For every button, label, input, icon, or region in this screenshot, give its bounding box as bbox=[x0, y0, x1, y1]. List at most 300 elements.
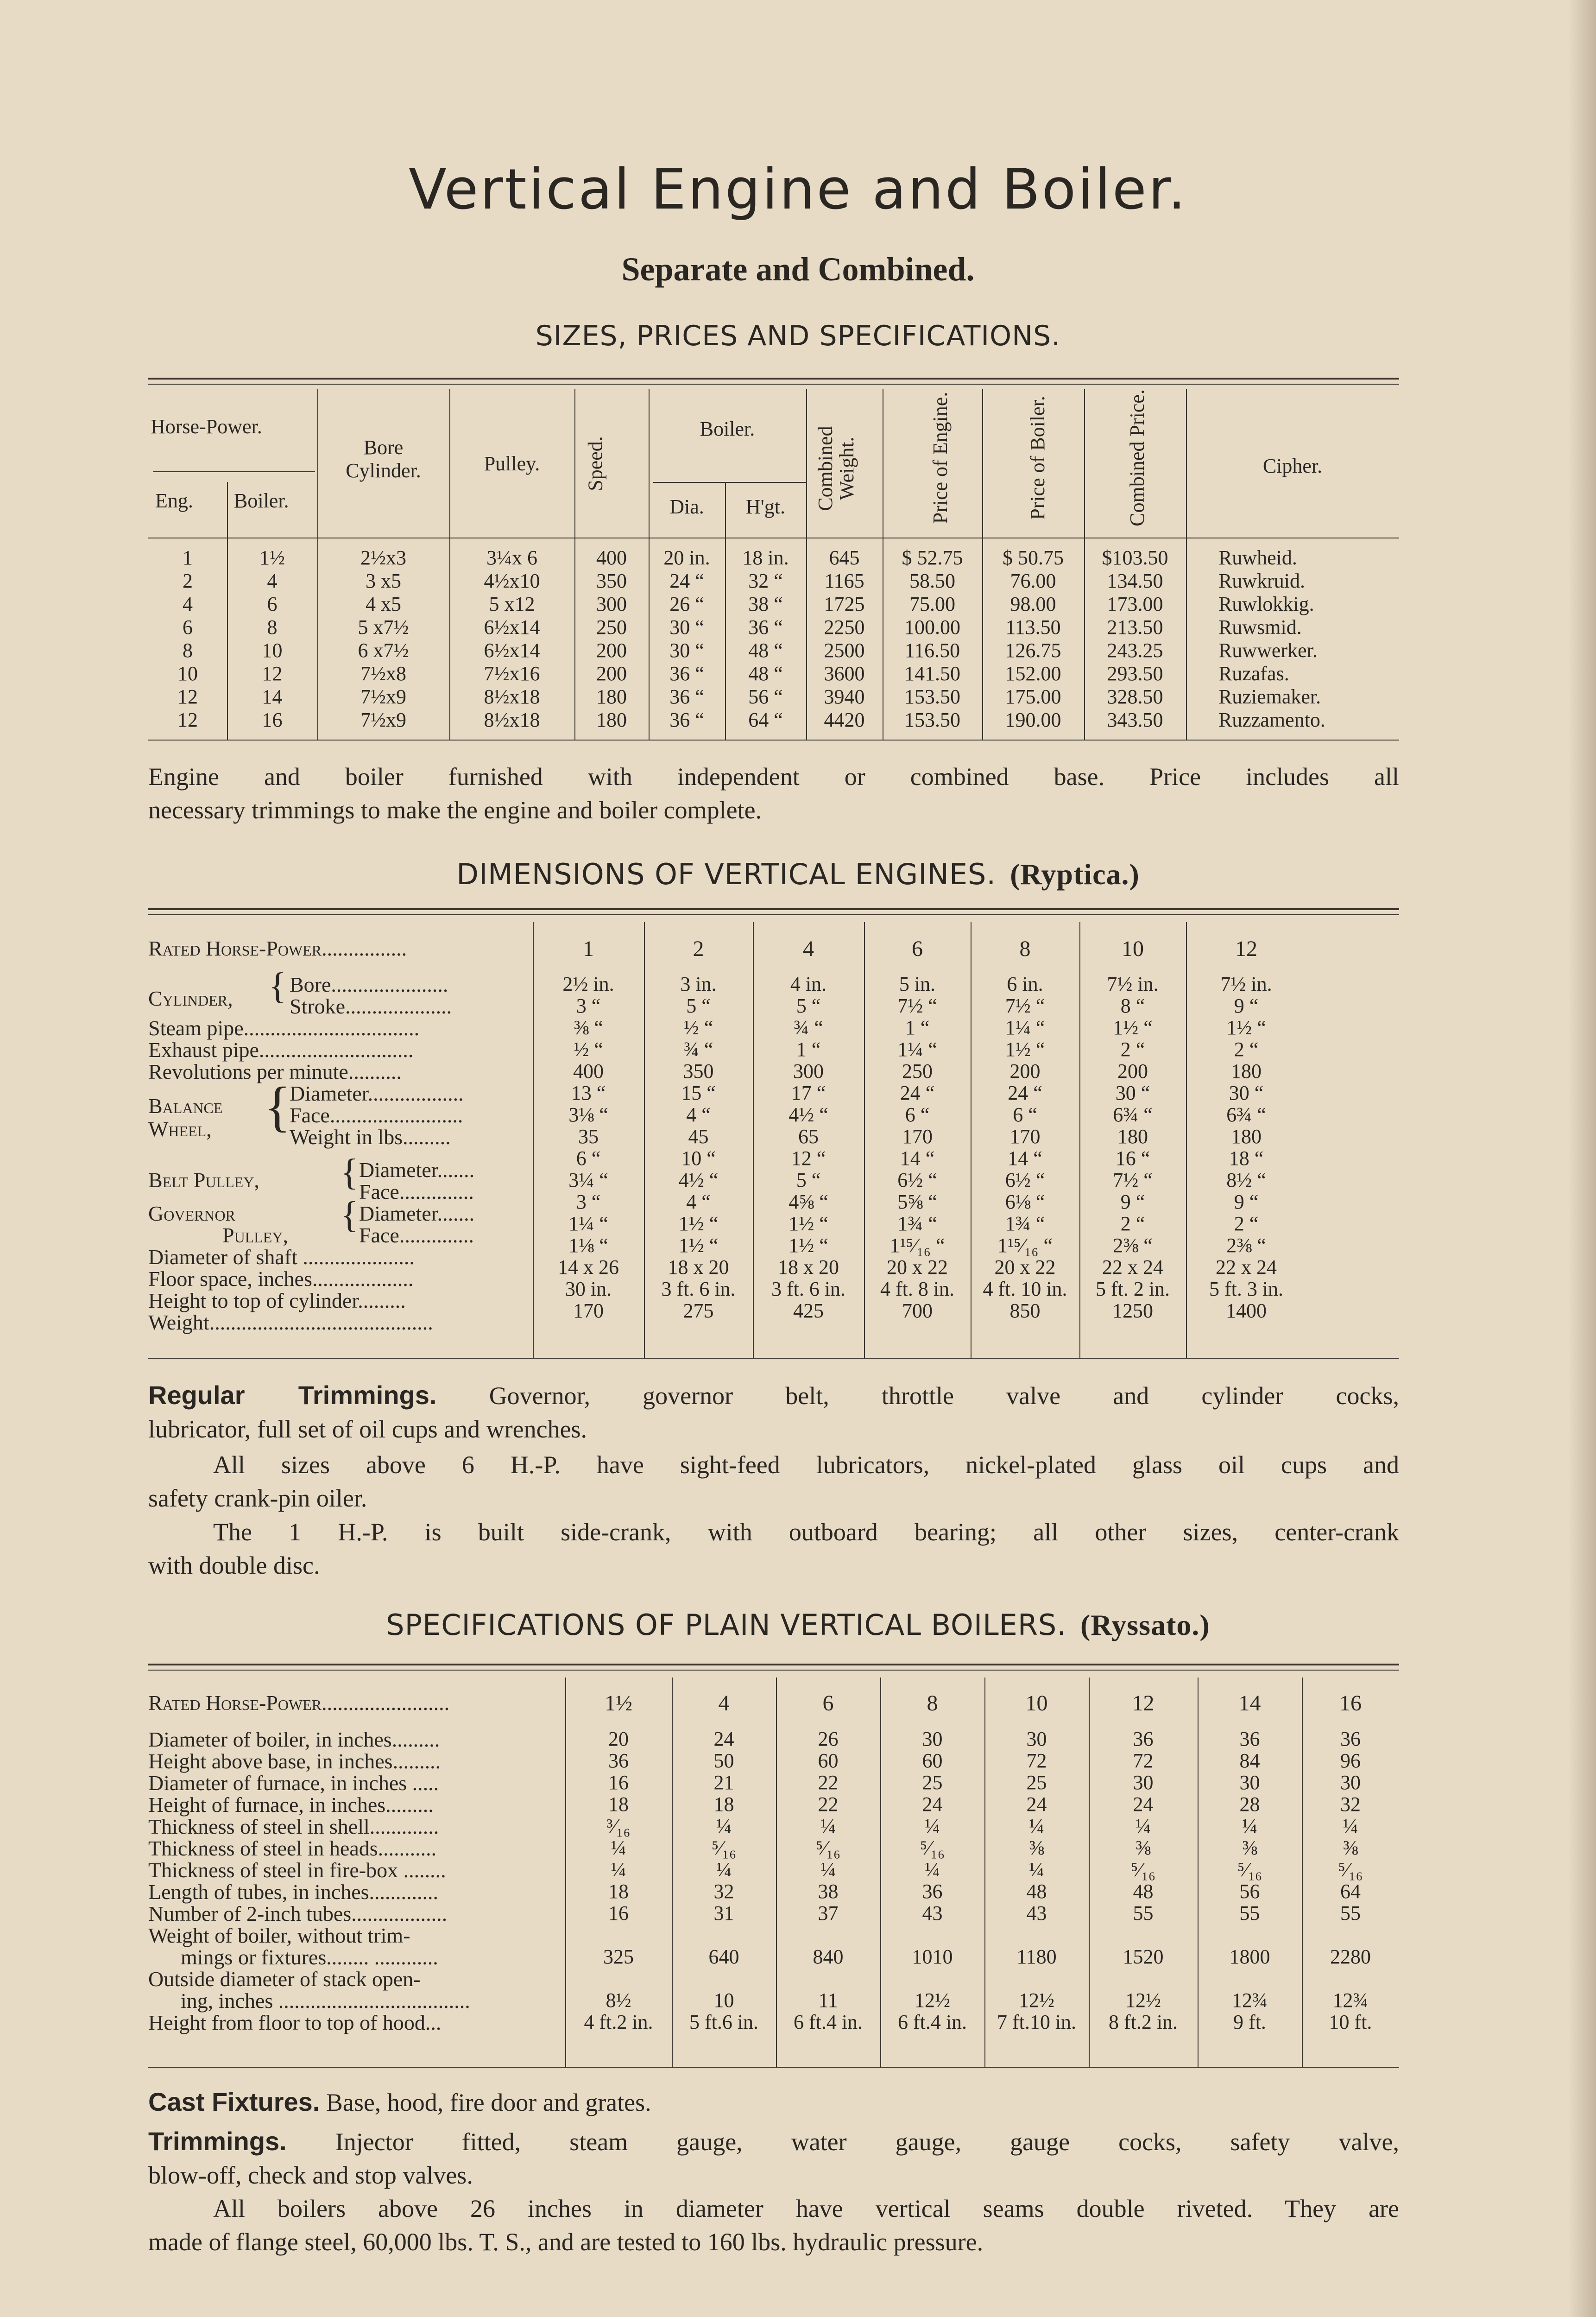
hp-header: 4 bbox=[803, 937, 814, 961]
cell-combined-price: $103.50 bbox=[1102, 546, 1168, 569]
engine-cell-bw-face: 6 “ bbox=[1013, 1103, 1037, 1126]
boiler-cell: 30 bbox=[1133, 1771, 1154, 1794]
engine-cell-shaft: 2⅜ “ bbox=[1113, 1234, 1153, 1257]
engine-cell-weight: 170 bbox=[573, 1299, 604, 1322]
engine-cell-bw-dia: 30 “ bbox=[1229, 1082, 1264, 1104]
cell-boiler-dia: 30 “ bbox=[669, 616, 704, 639]
boiler-cell: 36 bbox=[1133, 1728, 1154, 1750]
floor-space-label: Floor space, inches................... bbox=[148, 1267, 414, 1291]
cell-pulley: 8½x18 bbox=[484, 685, 540, 708]
boiler-cell: ⁵⁄₁₆ bbox=[1130, 1858, 1156, 1881]
engine-cell-bp-face: 6½ “ bbox=[897, 1169, 937, 1191]
engine-cell-bw-weight: 45 bbox=[688, 1125, 709, 1148]
boiler-cell: ¼ bbox=[925, 1815, 940, 1837]
note-line: necessary trimmings to make the engine and boiler complete. bbox=[148, 796, 762, 824]
boiler-cell: 8½ bbox=[606, 1989, 631, 2012]
cell-combined-price: 343.50 bbox=[1107, 709, 1163, 731]
boiler-row-label: Height from floor to top of hood... bbox=[148, 2011, 442, 2034]
cell-eng-hp: 12 bbox=[177, 685, 198, 708]
engine-cell-bw-weight: 180 bbox=[1231, 1125, 1262, 1148]
hp-header: 10 bbox=[1122, 937, 1144, 961]
cell-price-engine: 153.50 bbox=[904, 709, 960, 731]
engine-cell-bw-dia: 15 “ bbox=[681, 1082, 716, 1104]
cell-price-engine: 75.00 bbox=[909, 593, 955, 615]
cell-boiler-hp: 16 bbox=[262, 709, 283, 731]
wheel-label: Wheel, bbox=[148, 1117, 212, 1141]
boiler-cell: 22 bbox=[818, 1793, 839, 1816]
engine-cell-exhaust: 1½ “ bbox=[1005, 1038, 1045, 1061]
cell-boiler-dia: 20 in. bbox=[663, 546, 710, 569]
engine-cell-exhaust: 2 “ bbox=[1234, 1038, 1259, 1061]
boiler-cell: 5 ft.6 in. bbox=[689, 2011, 759, 2033]
hp-header: 16 bbox=[1339, 1691, 1362, 1716]
bw-weight-label: Weight in lbs......... bbox=[290, 1125, 451, 1149]
engine-cell-bw-face: 6¾ “ bbox=[1113, 1103, 1153, 1126]
engine-cell-shaft: 2⅜ “ bbox=[1226, 1234, 1266, 1257]
engine-cell-height: 4 ft. 10 in. bbox=[983, 1278, 1067, 1300]
engine-cell-height: 5 ft. 2 in. bbox=[1095, 1278, 1170, 1300]
cell-price-engine: 153.50 bbox=[904, 685, 960, 708]
note-base-trimmings bbox=[148, 760, 1399, 827]
cell-speed: 200 bbox=[596, 662, 627, 685]
boiler-row-label: Height above base, in inches......... bbox=[148, 1749, 441, 1773]
cell-combined-weight: 645 bbox=[829, 546, 860, 569]
para-line: blow-off, check and stop valves. bbox=[148, 2161, 473, 2189]
engine-cell-gp-face: 2 “ bbox=[1234, 1212, 1259, 1235]
para-line: All sizes above 6 H.-P. have sight-feed lubricators, nickel-plated glass oil cups and bbox=[213, 1451, 1399, 1479]
rated-hp-label: Rated Horse-Power........................ bbox=[148, 1691, 450, 1715]
cast-fixtures-text: Base, hood, fire door and grates. bbox=[326, 2089, 651, 2116]
engine-cell-steam: 1 “ bbox=[905, 1016, 930, 1039]
cell-pulley: 6½x14 bbox=[484, 639, 540, 662]
engine-cell-bw-weight: 170 bbox=[902, 1125, 933, 1148]
page-title: Vertical Engine and Boiler. bbox=[408, 158, 1188, 222]
boiler-cell: 9 ft. bbox=[1233, 2011, 1266, 2033]
engine-cell-bw-weight: 65 bbox=[798, 1125, 819, 1148]
boiler-cell: 24 bbox=[922, 1793, 943, 1816]
boiler-cell: 22 bbox=[818, 1771, 839, 1794]
cell-cipher: Ruwsmid. bbox=[1218, 616, 1302, 639]
engine-cell-floor: 18 x 20 bbox=[778, 1256, 839, 1279]
boiler-cell: ¼ bbox=[1029, 1815, 1044, 1837]
boiler-cell: 60 bbox=[818, 1749, 839, 1772]
cell-price-boiler: 126.75 bbox=[1005, 639, 1061, 662]
engine-cell-bore: 4 in. bbox=[790, 973, 827, 995]
cylinder-label: Cylinder, bbox=[148, 987, 233, 1010]
boiler-cell: 12¾ bbox=[1232, 1989, 1268, 2012]
boilers-note-para bbox=[148, 2192, 1399, 2259]
boiler-cell: 24 bbox=[1133, 1793, 1154, 1816]
engine-cell-height: 5 ft. 3 in. bbox=[1209, 1278, 1284, 1300]
cell-cipher: Ruzzamento. bbox=[1218, 709, 1325, 731]
boiler-cell: 36 bbox=[1239, 1728, 1260, 1750]
boiler-cell: 12½ bbox=[1019, 1989, 1054, 2012]
engine-cell-stroke: 3 “ bbox=[576, 994, 601, 1017]
hp-header: 6 bbox=[822, 1691, 834, 1716]
cell-boiler-hp: 8 bbox=[267, 616, 278, 639]
boiler-cell: 1010 bbox=[912, 1945, 953, 1968]
table-bottom-rule bbox=[148, 740, 1399, 741]
boiler-cell: ¼ bbox=[925, 1858, 940, 1881]
boiler-cell: 26 bbox=[818, 1728, 839, 1750]
cell-price-engine: 116.50 bbox=[904, 639, 960, 662]
engine-cell-gp-dia: 4⅝ “ bbox=[789, 1190, 828, 1213]
boiler-cell: 36 bbox=[922, 1880, 943, 1903]
boiler-cell: 7 ft.10 in. bbox=[997, 2011, 1077, 2033]
boiler-cell: 25 bbox=[1026, 1771, 1047, 1794]
engine-cell-gp-face: 1¾ “ bbox=[1005, 1212, 1045, 1235]
engine-cell-bw-dia: 24 “ bbox=[1008, 1082, 1042, 1104]
cell-eng-hp: 12 bbox=[177, 709, 198, 731]
boiler-cell: 18 bbox=[608, 1793, 629, 1816]
boiler-row-label: Outside diameter of stack open- bbox=[148, 1967, 421, 1991]
boiler-cell: 55 bbox=[1133, 1902, 1154, 1925]
engine-cell-bp-face: 7½ “ bbox=[1113, 1169, 1153, 1191]
boiler-cell: 55 bbox=[1239, 1902, 1260, 1925]
engine-cell-bw-dia: 17 “ bbox=[791, 1082, 826, 1104]
hp-sub-rule bbox=[153, 471, 315, 472]
engine-cell-shaft: 1½ “ bbox=[789, 1234, 828, 1257]
para-line: with double disc. bbox=[148, 1551, 320, 1579]
balance-brace: { bbox=[264, 1076, 291, 1137]
engine-cell-bp-dia: 14 “ bbox=[900, 1147, 935, 1170]
boiler-cell: 72 bbox=[1026, 1749, 1047, 1772]
cell-combined-weight: 4420 bbox=[824, 709, 865, 731]
governor-label: Governor bbox=[148, 1202, 235, 1225]
cell-speed: 400 bbox=[596, 546, 627, 569]
boiler-cell: 36 bbox=[608, 1749, 629, 1772]
cell-combined-weight: 1725 bbox=[824, 593, 865, 615]
cell-cipher: Ruwlokkig. bbox=[1218, 593, 1314, 615]
boiler-cell: 60 bbox=[922, 1749, 943, 1772]
engine-cell-height: 3 ft. 6 in. bbox=[661, 1278, 736, 1300]
engine-cell-bw-weight: 35 bbox=[578, 1125, 599, 1148]
above-six-hp-para bbox=[148, 1448, 1399, 1515]
exhaust-pipe-label: Exhaust pipe............................. bbox=[148, 1038, 414, 1062]
cell-price-engine: 100.00 bbox=[904, 616, 960, 639]
cell-eng-hp: 1 bbox=[183, 546, 193, 569]
boiler-cell: 1800 bbox=[1229, 1945, 1270, 1968]
cell-eng-hp: 8 bbox=[183, 639, 193, 662]
cell-speed: 250 bbox=[596, 616, 627, 639]
boiler-cell: 11 bbox=[818, 1989, 838, 2012]
boiler-row-label: Diameter of boiler, in inches......... bbox=[148, 1728, 440, 1751]
boiler-cell: 48 bbox=[1133, 1880, 1154, 1903]
engine-cell-bp-dia: 12 “ bbox=[791, 1147, 826, 1170]
para-line: All boilers above 26 inches in diameter have vertical seams double riveted. They are bbox=[213, 2195, 1399, 2222]
cell-boiler-hp: 4 bbox=[267, 570, 278, 592]
engine-cell-bw-face: 6 “ bbox=[905, 1103, 930, 1126]
cell-boiler-hgt: 32 “ bbox=[748, 570, 783, 592]
header-speed: Speed. bbox=[584, 436, 607, 491]
boilers-code: (Ryssato.) bbox=[1080, 1608, 1210, 1641]
cell-boiler-hgt: 48 “ bbox=[748, 662, 783, 685]
engine-cell-bp-face: 6½ “ bbox=[1005, 1169, 1045, 1191]
engines-heading-text: DIMENSIONS OF VERTICAL ENGINES. bbox=[456, 857, 997, 891]
engine-cell-bw-face: 4 “ bbox=[686, 1103, 711, 1126]
cell-boiler-dia: 30 “ bbox=[669, 639, 704, 662]
table-top-rule bbox=[148, 378, 1399, 380]
engine-cell-bp-dia: 18 “ bbox=[1229, 1147, 1264, 1170]
engine-cell-floor: 20 x 22 bbox=[887, 1256, 948, 1279]
engine-cell-exhaust: 2 “ bbox=[1120, 1038, 1145, 1061]
engine-cell-bore: 7½ in. bbox=[1107, 973, 1159, 995]
cell-speed: 180 bbox=[596, 685, 627, 708]
cell-bore-cylinder: 3 x5 bbox=[366, 570, 401, 592]
engine-cell-bp-dia: 10 “ bbox=[681, 1147, 716, 1170]
boiler-cell: ⅜ bbox=[1029, 1836, 1044, 1859]
stroke-label: Stroke.................... bbox=[290, 994, 452, 1018]
cell-cipher: Ruwkruid. bbox=[1218, 570, 1305, 592]
engine-cell-gp-face: 1¼ “ bbox=[568, 1212, 608, 1235]
boiler-row-label: mings or fixtures........ ............ bbox=[181, 1945, 438, 1969]
belt-brace: { bbox=[341, 1152, 359, 1193]
engine-cell-bp-face: 8½ “ bbox=[1226, 1169, 1266, 1191]
engine-cell-gp-face: 1½ “ bbox=[789, 1212, 828, 1235]
cast-fixtures-lead: Cast Fixtures. bbox=[148, 2087, 320, 2116]
cell-eng-hp: 6 bbox=[183, 616, 193, 639]
balance-label: Balance bbox=[148, 1094, 223, 1118]
boiler-cell: 25 bbox=[922, 1771, 943, 1794]
boiler-cell: 10 ft. bbox=[1329, 2011, 1372, 2033]
cell-speed: 180 bbox=[596, 709, 627, 731]
boiler-row-label: ing, inches .................................... bbox=[181, 1989, 470, 2013]
header-pulley: Pulley. bbox=[484, 452, 540, 475]
boiler-row-label: Thickness of steel in heads........... bbox=[148, 1836, 437, 1860]
boiler-cell: ⅜ bbox=[1135, 1836, 1151, 1859]
gp-face-label: Face.............. bbox=[359, 1223, 474, 1247]
boiler-cell: 84 bbox=[1239, 1749, 1260, 1772]
engine-cell-height: 3 ft. 6 in. bbox=[771, 1278, 846, 1300]
engine-cell-bw-dia: 30 “ bbox=[1115, 1082, 1150, 1104]
header-price-engine: Price of Engine. bbox=[929, 392, 952, 524]
engine-cell-steam: ½ “ bbox=[683, 1016, 713, 1039]
cell-pulley: 7½x16 bbox=[484, 662, 540, 685]
table-top-rule bbox=[148, 1664, 1399, 1665]
regular-trimmings-para bbox=[148, 1379, 1399, 1446]
boiler-cell: ¼ bbox=[611, 1858, 626, 1881]
engine-cell-gp-dia: 3 “ bbox=[576, 1190, 601, 1213]
boiler-cell: 24 bbox=[1026, 1793, 1047, 1816]
cell-combined-weight: 3600 bbox=[824, 662, 865, 685]
engine-cell-stroke: 5 “ bbox=[796, 994, 821, 1017]
cell-boiler-hgt: 18 in. bbox=[742, 546, 789, 569]
governor-brace: { bbox=[341, 1195, 359, 1235]
hp-header: 12 bbox=[1132, 1691, 1154, 1716]
cell-bore-cylinder: 5 x7½ bbox=[358, 616, 409, 639]
cell-boiler-hp: 10 bbox=[262, 639, 283, 662]
cell-bore-cylinder: 7½x8 bbox=[360, 662, 406, 685]
boiler-row-label: Diameter of furnace, in inches ..... bbox=[148, 1771, 439, 1795]
cell-bore-cylinder: 7½x9 bbox=[360, 709, 406, 731]
boiler-cell: 32 bbox=[713, 1880, 734, 1903]
boiler-cell: ¼ bbox=[1242, 1815, 1257, 1837]
note-line: Engine and boiler furnished with independent or combined base. Price includes all bbox=[148, 763, 1399, 791]
boiler-row-label: Number of 2-inch tubes.................. bbox=[148, 1902, 448, 1925]
engine-cell-exhaust: ½ “ bbox=[574, 1038, 603, 1061]
boiler-cell: 16 bbox=[608, 1771, 629, 1794]
engine-cell-shaft: 1⅛ “ bbox=[568, 1234, 608, 1257]
engine-cell-gp-face: 1¾ “ bbox=[897, 1212, 937, 1235]
cell-combined-price: 173.00 bbox=[1107, 593, 1163, 615]
cell-pulley: 5 x12 bbox=[489, 593, 535, 615]
engine-cell-bw-dia: 24 “ bbox=[900, 1082, 935, 1104]
boiler-cell: 30 bbox=[1026, 1728, 1047, 1750]
trimmings-lead: Trimmings. bbox=[148, 2127, 287, 2156]
engine-cell-stroke: 7½ “ bbox=[897, 994, 937, 1017]
boiler-cell: 18 bbox=[608, 1880, 629, 1903]
cell-pulley: 6½x14 bbox=[484, 616, 540, 639]
engine-cell-weight: 1250 bbox=[1112, 1299, 1153, 1322]
engine-cell-floor: 14 x 26 bbox=[558, 1256, 619, 1279]
cell-cipher: Ruwwerker. bbox=[1218, 639, 1318, 662]
boiler-cell: 28 bbox=[1239, 1793, 1260, 1816]
boiler-cell: 6 ft.4 in. bbox=[793, 2011, 863, 2033]
engine-cell-rev: 400 bbox=[573, 1060, 604, 1083]
cell-pulley: 4½x10 bbox=[484, 570, 540, 592]
engine-cell-bp-face: 4½ “ bbox=[678, 1169, 719, 1191]
engine-cell-exhaust: 1¼ “ bbox=[897, 1038, 937, 1061]
boiler-cell: ¼ bbox=[1135, 1815, 1151, 1837]
boiler-cell: 30 bbox=[1239, 1771, 1260, 1794]
cell-price-boiler: 190.00 bbox=[1005, 709, 1061, 731]
engine-cell-stroke: 8 “ bbox=[1120, 994, 1145, 1017]
cell-boiler-dia: 36 “ bbox=[669, 662, 704, 685]
boiler-cell: ⅜ bbox=[1343, 1836, 1358, 1859]
engine-cell-floor: 22 x 24 bbox=[1216, 1256, 1277, 1279]
cell-price-engine: 58.50 bbox=[909, 570, 955, 592]
engine-cell-shaft: 1½ “ bbox=[678, 1234, 719, 1257]
engine-cell-steam: 1¼ “ bbox=[1005, 1016, 1045, 1039]
engine-cell-bore: 5 in. bbox=[899, 973, 936, 995]
engine-cell-bp-dia: 16 “ bbox=[1115, 1147, 1150, 1170]
cell-bore-cylinder: 7½x9 bbox=[360, 685, 406, 708]
boiler-cell: 12½ bbox=[915, 1989, 950, 2012]
gp-diameter-label: Diameter....... bbox=[359, 1202, 475, 1225]
engines-code: (Ryptica.) bbox=[1010, 858, 1140, 891]
revolutions-label: Revolutions per minute.......... bbox=[148, 1060, 402, 1083]
rated-hp-label: Rated Horse-Power................ bbox=[148, 937, 407, 960]
boiler-row-label: Length of tubes, in inches............. bbox=[148, 1880, 439, 1904]
header-combined-price: Combined Price. bbox=[1126, 389, 1148, 526]
cell-boiler-hgt: 36 “ bbox=[748, 616, 783, 639]
cell-combined-price: 293.50 bbox=[1107, 662, 1163, 685]
boiler-cell: 12¾ bbox=[1332, 1989, 1369, 2012]
trimmings-text: Injector fitted, steam gauge, water gauge, gauge cocks, safety valve, bbox=[335, 2128, 1400, 2156]
cell-combined-price: 213.50 bbox=[1107, 616, 1163, 639]
cell-boiler-hp: 12 bbox=[262, 662, 283, 685]
boiler-cell: 21 bbox=[713, 1771, 734, 1794]
boiler-cell: 640 bbox=[708, 1945, 739, 1968]
engine-cell-exhaust: 1 “ bbox=[796, 1038, 821, 1061]
boiler-cell: 43 bbox=[1026, 1902, 1047, 1925]
boiler-cell: 37 bbox=[818, 1902, 839, 1925]
boiler-cell: 840 bbox=[813, 1945, 844, 1968]
engine-cell-weight: 850 bbox=[1009, 1299, 1041, 1322]
hp-header: 4 bbox=[718, 1691, 730, 1716]
hp-header: 2 bbox=[693, 937, 704, 961]
boiler-cell: 48 bbox=[1026, 1880, 1047, 1903]
boiler-cell: 30 bbox=[1340, 1771, 1361, 1794]
boiler-cell: ¼ bbox=[716, 1858, 732, 1881]
engine-cell-gp-face: 2 “ bbox=[1120, 1212, 1145, 1235]
engine-cell-bp-dia: 6 “ bbox=[576, 1147, 601, 1170]
boiler-cell: 56 bbox=[1239, 1880, 1260, 1903]
cell-boiler-hp: 6 bbox=[267, 593, 278, 615]
cell-cipher: Ruzafas. bbox=[1218, 662, 1289, 685]
boiler-cell: 43 bbox=[922, 1902, 943, 1925]
boiler-cell: ¼ bbox=[1029, 1858, 1044, 1881]
engine-cell-rev: 200 bbox=[1117, 1060, 1148, 1083]
engine-cell-weight: 700 bbox=[902, 1299, 933, 1322]
engine-cell-shaft: 1¹⁵⁄₁₆ “ bbox=[889, 1234, 945, 1257]
hp-header: 1 bbox=[583, 937, 594, 961]
cell-cipher: Ruwheid. bbox=[1218, 546, 1297, 569]
engine-cell-floor: 20 x 22 bbox=[994, 1256, 1056, 1279]
cell-speed: 300 bbox=[596, 593, 627, 615]
cell-pulley: 8½x18 bbox=[484, 709, 540, 731]
cell-combined-price: 243.25 bbox=[1107, 639, 1163, 662]
cell-price-boiler: 113.50 bbox=[1005, 616, 1061, 639]
cell-boiler-hgt: 38 “ bbox=[748, 593, 783, 615]
engine-cell-bore: 3 in. bbox=[680, 973, 717, 995]
engine-cell-rev: 250 bbox=[902, 1060, 933, 1083]
boiler-cell: 10 bbox=[713, 1989, 734, 2012]
para-line bbox=[148, 1379, 1399, 1412]
hp-header: 10 bbox=[1025, 1691, 1048, 1716]
boiler-cell: ⁵⁄₁₆ bbox=[1237, 1858, 1262, 1881]
table-top-rule-2 bbox=[148, 1670, 1399, 1671]
page-subtitle: Separate and Combined. bbox=[621, 251, 975, 288]
engine-cell-floor: 18 x 20 bbox=[668, 1256, 729, 1279]
table-top-rule bbox=[148, 908, 1399, 910]
engine-cell-gp-dia: 4 “ bbox=[686, 1190, 711, 1213]
cell-boiler-dia: 36 “ bbox=[669, 685, 704, 708]
engine-cell-steam: 1½ “ bbox=[1226, 1016, 1266, 1039]
hp-header: 8 bbox=[927, 1691, 938, 1716]
cast-fixtures-para bbox=[148, 2085, 1399, 2119]
cell-boiler-hgt: 56 “ bbox=[748, 685, 783, 708]
boiler-cell: 1520 bbox=[1123, 1945, 1164, 1968]
cell-price-boiler: 98.00 bbox=[1010, 593, 1056, 615]
cell-bore-cylinder: 6 x7½ bbox=[358, 639, 409, 662]
engine-cell-bore: 2½ in. bbox=[562, 973, 614, 995]
governor-pulley-label: Pulley, bbox=[222, 1223, 288, 1247]
boiler-cell: 96 bbox=[1340, 1749, 1361, 1772]
boiler-cell: 1180 bbox=[1016, 1945, 1057, 1968]
engine-cell-shaft: 1¹⁵⁄₁₆ “ bbox=[997, 1234, 1053, 1257]
trimmings-para bbox=[148, 2125, 1399, 2192]
boiler-cell: 55 bbox=[1340, 1902, 1361, 1925]
engines-heading bbox=[0, 857, 1596, 892]
boilers-heading bbox=[0, 1608, 1596, 1642]
engine-cell-rev: 300 bbox=[793, 1060, 824, 1083]
engine-cell-weight: 275 bbox=[683, 1299, 714, 1322]
boiler-cell: 64 bbox=[1340, 1880, 1361, 1903]
cell-combined-price: 328.50 bbox=[1107, 685, 1163, 708]
boiler-sub-rule bbox=[653, 482, 806, 483]
bw-face-label: Face......................... bbox=[290, 1103, 463, 1127]
engine-cell-floor: 22 x 24 bbox=[1102, 1256, 1163, 1279]
cell-speed: 200 bbox=[596, 639, 627, 662]
para-line: lubricator, full set of oil cups and wrenches. bbox=[148, 1415, 587, 1443]
steam-pipe-label: Steam pipe................................. bbox=[148, 1016, 420, 1040]
bp-face-label: Face.............. bbox=[359, 1180, 474, 1203]
boiler-row-label: Height of furnace, in inches......... bbox=[148, 1793, 434, 1817]
boiler-cell: ⁵⁄₁₆ bbox=[1338, 1858, 1363, 1881]
hp-header: 8 bbox=[1019, 937, 1031, 961]
cell-combined-weight: 2250 bbox=[824, 616, 865, 639]
